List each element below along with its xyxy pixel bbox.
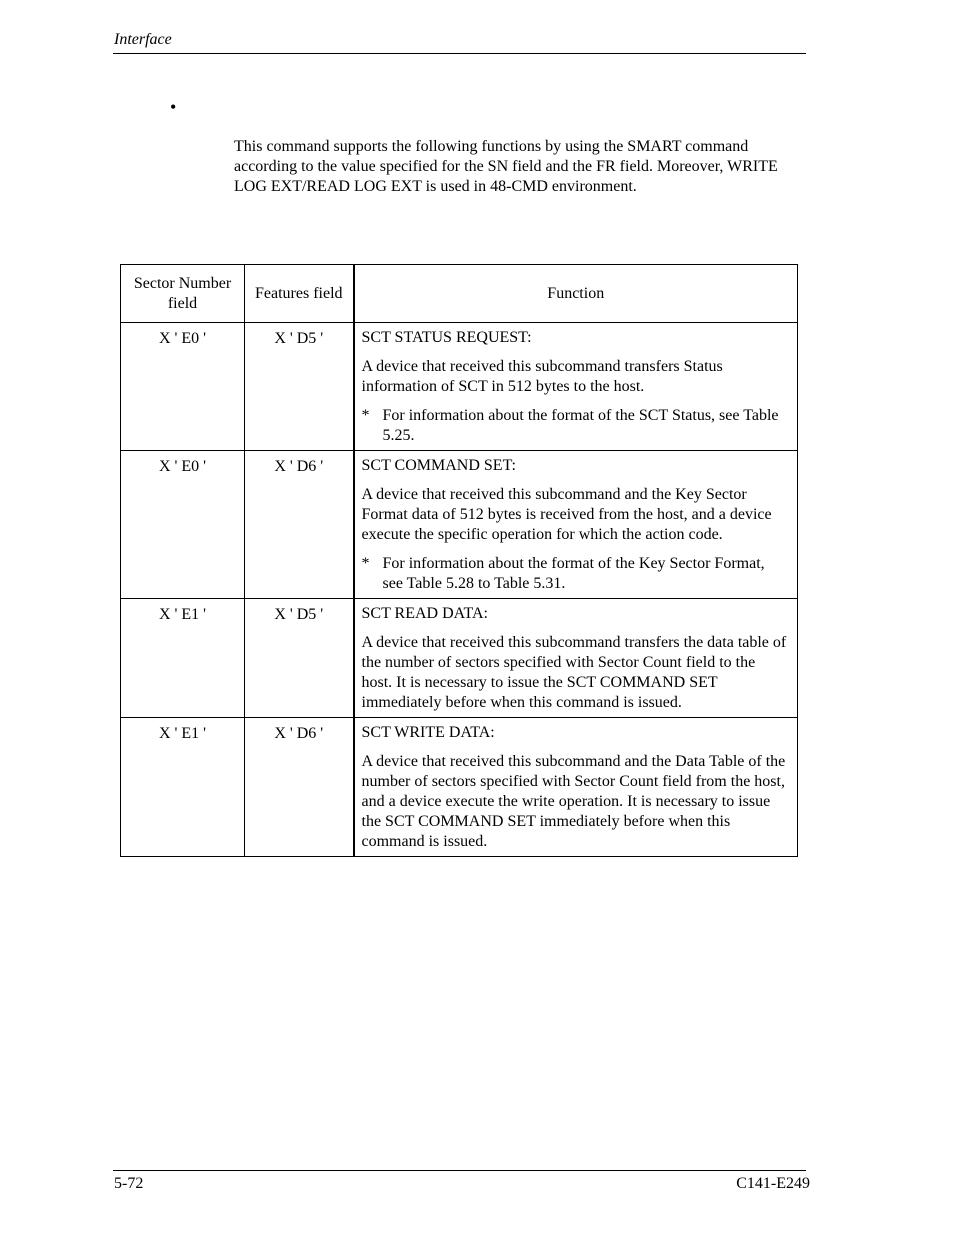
note-text: For information about the format of the SCT Status, see Table 5.25. (382, 407, 779, 444)
function-description: A device that received this subcommand and the Key Sector Format data of 512 bytes is received from the host, and a device execute the specific operation for which the action code. (361, 486, 772, 543)
function-title: SCT READ DATA: (361, 605, 488, 622)
bullet-point: • (170, 97, 177, 117)
table-header-row (121, 265, 798, 323)
features-cell: X ' D6 ' (245, 451, 354, 599)
table-row (121, 323, 798, 451)
function-cell (354, 718, 798, 857)
table-row (121, 718, 798, 857)
footer-rule (113, 1170, 806, 1171)
note-text: For information about the format of the Key Sector Format, see Table 5.28 to Table 5.31. (382, 555, 765, 592)
function-title: SCT WRITE DATA: (361, 724, 495, 741)
intro-paragraph: This command supports the following functions by using the SMART command according to the value specified for the SN field and the FR field. Moreover, WRITE LOG EXT/READ LOG EXT is used in 48-CMD environment. (234, 138, 778, 195)
function-description: A device that received this subcommand transfers Status information of SCT in 512 bytes to the host. (361, 358, 723, 395)
function-cell (354, 451, 798, 599)
header-rule (113, 53, 806, 54)
table-row (121, 599, 798, 718)
note-marker: * (361, 407, 370, 424)
page-number: 5-72 (114, 1175, 144, 1192)
sector-number-cell: X ' E1 ' (121, 718, 245, 857)
features-cell: X ' D5 ' (245, 599, 354, 718)
function-title: SCT COMMAND SET: (361, 457, 516, 474)
sct-subcommand-table (120, 264, 798, 857)
header-function: Function (354, 265, 798, 323)
function-note (362, 554, 790, 594)
document-id: C141-E249 (736, 1175, 810, 1192)
function-note (362, 406, 790, 446)
running-header: Interface (114, 31, 172, 48)
function-title: SCT STATUS REQUEST: (361, 329, 532, 346)
header-features: Features field (245, 265, 354, 323)
features-cell: X ' D5 ' (245, 323, 354, 451)
features-cell: X ' D6 ' (245, 718, 354, 857)
function-cell (354, 323, 798, 451)
function-cell (354, 599, 798, 718)
header-sector-number: Sector Number field (121, 265, 245, 323)
sector-number-cell: X ' E1 ' (121, 599, 245, 718)
function-description: A device that received this subcommand and the Data Table of the number of sectors specified with Sector Count field from the host, and a device execute the write operation. It is necessary to issue the SCT COMMAND SET immediately before when this command is issued. (361, 753, 786, 850)
note-marker: * (361, 555, 370, 572)
sector-number-cell: X ' E0 ' (121, 323, 245, 451)
function-description: A device that received this subcommand transfers the data table of the number of sectors specified with Sector Count field to the host. It is necessary to issue the SCT COMMAND SET immediately before when this command is issued. (361, 634, 787, 711)
sector-number-cell: X ' E0 ' (121, 451, 245, 599)
table-row (121, 451, 798, 599)
